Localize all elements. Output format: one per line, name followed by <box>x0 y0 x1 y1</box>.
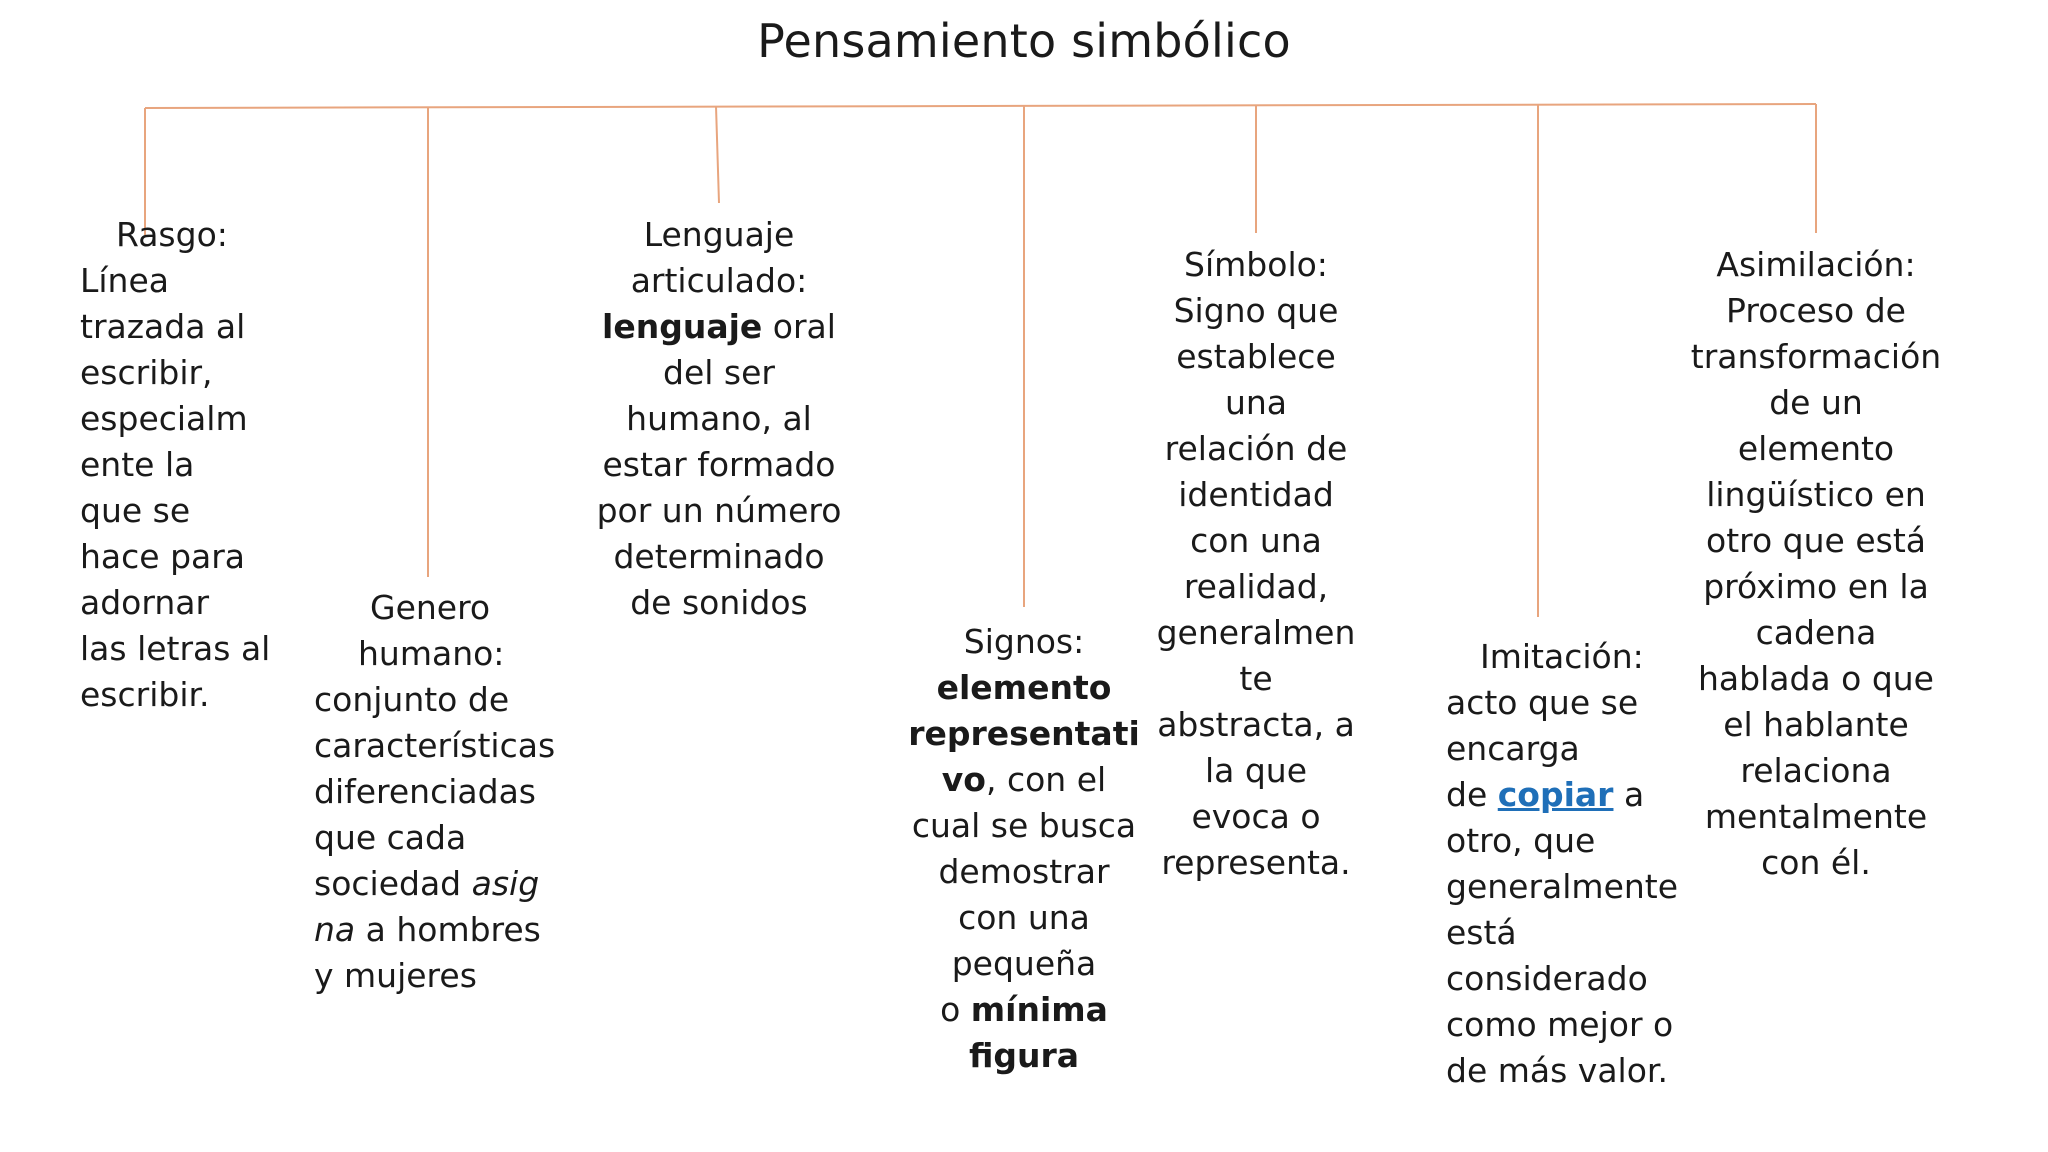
node-line: acto que se <box>1446 683 1639 722</box>
node-line <box>884 987 1164 1033</box>
node-italic-text: asig <box>471 864 540 903</box>
node-line: humano, al <box>626 399 812 438</box>
node-line: conjunto de <box>314 680 510 719</box>
node-line: evoca o <box>1191 797 1321 836</box>
node-line <box>884 1033 1164 1079</box>
node-heading: articulado: <box>630 261 808 300</box>
node-line: te <box>1239 659 1273 698</box>
node-heading: Símbolo: <box>1184 245 1328 284</box>
node-line: con él. <box>1761 843 1871 882</box>
node-line: generalmente <box>1446 867 1679 906</box>
node-line: mentalmente <box>1704 797 1928 836</box>
node-line: identidad <box>1178 475 1334 514</box>
node-line <box>884 711 1164 757</box>
node-text: sociedad <box>314 864 472 903</box>
node-line: lingüístico en <box>1706 475 1926 514</box>
node-text: a hombres <box>355 910 541 949</box>
node-line: la que <box>1204 751 1308 790</box>
node-line: considerado <box>1446 959 1648 998</box>
node-line: trazada al <box>80 307 246 346</box>
node-heading: Rasgo: <box>116 215 228 254</box>
node-line: con una <box>958 898 1090 937</box>
node-line: adornar <box>80 583 210 622</box>
node-text: oral <box>762 307 836 346</box>
node-heading: Asimilación: <box>1716 245 1916 284</box>
node-line: pequeña <box>951 944 1097 983</box>
node-line: de sonidos <box>630 583 808 622</box>
node-bold-text: mínima <box>970 990 1108 1029</box>
node-heading: Genero <box>370 588 491 627</box>
connector-horizontal <box>145 104 1816 108</box>
node-bold-text: vo <box>941 760 986 799</box>
node-line: de un <box>1769 383 1863 422</box>
node-line: Proceso de <box>1726 291 1906 330</box>
node-line: el hablante <box>1723 705 1909 744</box>
node-genero <box>314 585 564 999</box>
node-text: a <box>1613 775 1645 814</box>
node-line: estar formado <box>602 445 836 484</box>
node-line <box>314 907 564 953</box>
node-line: relación de <box>1164 429 1348 468</box>
node-line: escribir. <box>80 675 210 714</box>
node-line <box>574 304 864 350</box>
node-bold-text: figura <box>968 1036 1080 1075</box>
node-line: por un número <box>596 491 842 530</box>
node-line: que se <box>80 491 191 530</box>
node-imitacion <box>1446 634 1686 1094</box>
node-line: otro que está <box>1706 521 1926 560</box>
node-heading: Signos: <box>963 622 1085 661</box>
node-line: diferenciadas <box>314 772 536 811</box>
node-heading: Imitación: <box>1480 637 1644 676</box>
node-line <box>884 757 1164 803</box>
node-line: próximo en la <box>1703 567 1929 606</box>
node-bold-text: elemento <box>936 668 1112 707</box>
node-line: determinado <box>613 537 825 576</box>
node-line: las letras al <box>80 629 271 668</box>
node-line: encarga <box>1446 729 1580 768</box>
node-line: hablada o que <box>1698 659 1934 698</box>
node-line <box>1446 772 1686 818</box>
node-line: está <box>1446 913 1517 952</box>
node-line: de más valor. <box>1446 1051 1668 1090</box>
connector-lenguaje <box>716 106 719 203</box>
node-line: realidad, <box>1183 567 1329 606</box>
node-line: abstracta, a <box>1157 705 1355 744</box>
copiar-link[interactable]: copiar <box>1497 775 1614 814</box>
node-line: y mujeres <box>314 956 477 995</box>
node-line: cual se busca <box>911 806 1137 845</box>
node-bold-text: lenguaje <box>602 307 763 346</box>
node-rasgo <box>80 212 280 718</box>
node-line: cadena <box>1755 613 1877 652</box>
node-line: generalmen <box>1156 613 1356 652</box>
node-line: del ser <box>663 353 775 392</box>
node-asimilacion <box>1686 242 1946 886</box>
node-line: representa. <box>1161 843 1351 882</box>
node-line: con una <box>1190 521 1322 560</box>
node-heading: humano: <box>358 634 505 673</box>
node-line: demostrar <box>938 852 1110 891</box>
node-line: que cada <box>314 818 467 857</box>
node-line <box>884 665 1164 711</box>
node-lenguaje <box>574 212 864 626</box>
node-line: especialm <box>80 399 248 438</box>
node-line: Signo que <box>1173 291 1339 330</box>
node-text: o <box>940 990 971 1029</box>
node-text: de <box>1446 775 1498 814</box>
node-line: como mejor o <box>1446 1005 1674 1044</box>
node-line <box>314 861 564 907</box>
node-line: escribir, <box>80 353 213 392</box>
node-line: Línea <box>80 261 169 300</box>
node-heading: Lenguaje <box>643 215 795 254</box>
node-line: elemento <box>1737 429 1895 468</box>
node-line: una <box>1224 383 1288 422</box>
node-line: establece <box>1176 337 1336 376</box>
node-line: ente la <box>80 445 195 484</box>
node-bold-text: representati <box>908 714 1140 753</box>
node-line: características <box>314 726 556 765</box>
node-line: otro, que <box>1446 821 1596 860</box>
node-line: relaciona <box>1740 751 1892 790</box>
node-text: , con el <box>985 760 1107 799</box>
node-italic-text: na <box>314 910 356 949</box>
node-line: transformación <box>1690 337 1942 376</box>
diagram-title: Pensamiento simbólico <box>757 14 1291 68</box>
node-simbolo <box>1146 242 1366 886</box>
node-signos <box>884 619 1164 1079</box>
node-line: hace para <box>80 537 246 576</box>
